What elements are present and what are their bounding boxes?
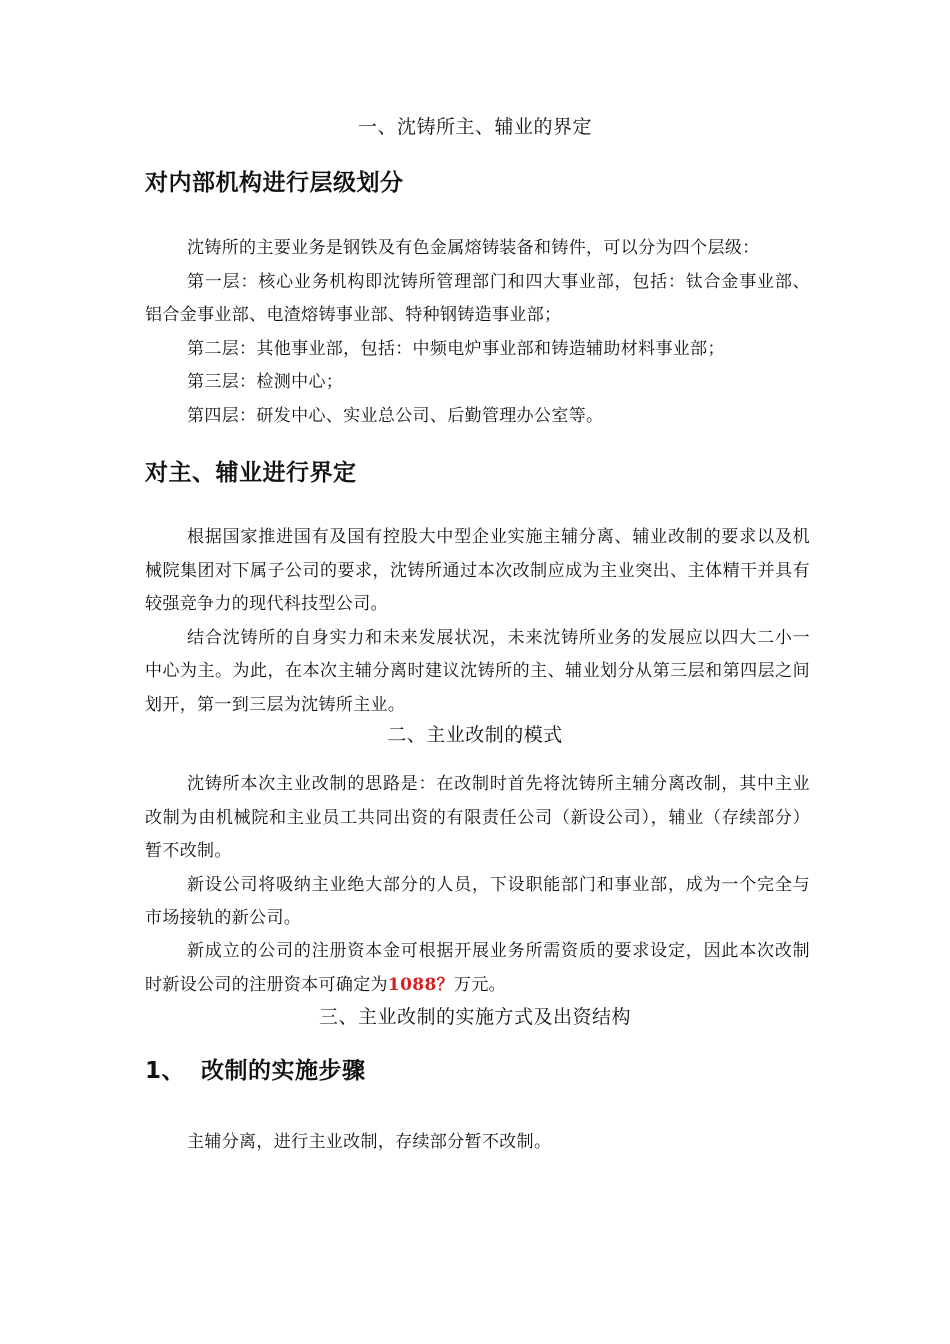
paragraph-separation-step: 主辅分离，进行主业改制，存续部分暂不改制。	[187, 1132, 552, 1152]
section-1-title: 一、沈铸所主、辅业的界定	[357, 116, 592, 138]
paragraph-layer-two: 第二层：其他事业部，包括：中频电炉事业部和铸造辅助材料事业部；	[187, 338, 725, 359]
paragraph-layer-one: 第一层：核心业务机构即沈铸所管理部门和四大事业部，包括：钛合金事业部、铝合金事业部、电渣熔铸事业部、特种钢铸造事业部；	[145, 271, 810, 326]
paragraph-reform-approach: 沈铸所本次主业改制的思路是：在改制时首先将沈铸所主辅分离改制，其中主业改制为由机械院和主业员工共同出资的有限责任公司（新设公司），辅业（存续部分）暂不改制。	[145, 774, 810, 862]
heading-text: 改制的实施步骤	[201, 1058, 366, 1084]
paragraph-main-business: 沈铸所的主要业务是钢铁及有色金属熔铸装备和铸件，可以分为四个层级：	[187, 238, 760, 258]
paragraph-division-proposal: 结合沈铸所的自身实力和未来发展状况，未来沈铸所业务的发展应以四大二小一中心为主。为此，在本次主辅分离时建议沈铸所的主、辅业划分从第三层和第四层之间划开，第一到三层为沈铸所主业。	[145, 627, 810, 715]
section-3-title: 三、主业改制的实施方式及出资结构	[318, 1006, 631, 1028]
heading-main-auxiliary-definition: 对主、辅业进行界定	[145, 460, 357, 486]
registered-capital-text: 新成立的公司的注册资本金可根据开展业务所需资质的要求设定，因此本次改制时新设公司的注册资本可确定为	[145, 941, 810, 995]
paragraph-layer-four: 第四层：研发中心、实业总公司、后勤管理办公室等。	[187, 406, 604, 426]
paragraph-layer-three: 第三层：检测中心；	[187, 372, 344, 393]
registered-capital-amount: 1088？	[387, 974, 454, 995]
heading-level-division: 对内部机构进行层级划分	[145, 170, 404, 196]
section-2-title: 二、主业改制的模式	[387, 724, 563, 746]
heading-implementation-steps	[145, 1056, 805, 1086]
heading-number: 1、	[145, 1058, 186, 1084]
paragraph-new-company: 新设公司将吸纳主业绝大部分的人员，下设职能部门和事业部，成为一个完全与市场接轨的新公司。	[145, 874, 810, 929]
paragraph-national-requirements: 根据国家推进国有及国有控股大中型企业实施主辅分离、辅业改制的要求以及机械院集团对下属子公司的要求，沈铸所通过本次改制应成为主业突出、主体精干并具有较强竞争力的现代科技型公司。	[145, 527, 810, 615]
registered-capital-unit: 万元。	[453, 974, 507, 995]
paragraph-registered-capital	[145, 935, 810, 1002]
